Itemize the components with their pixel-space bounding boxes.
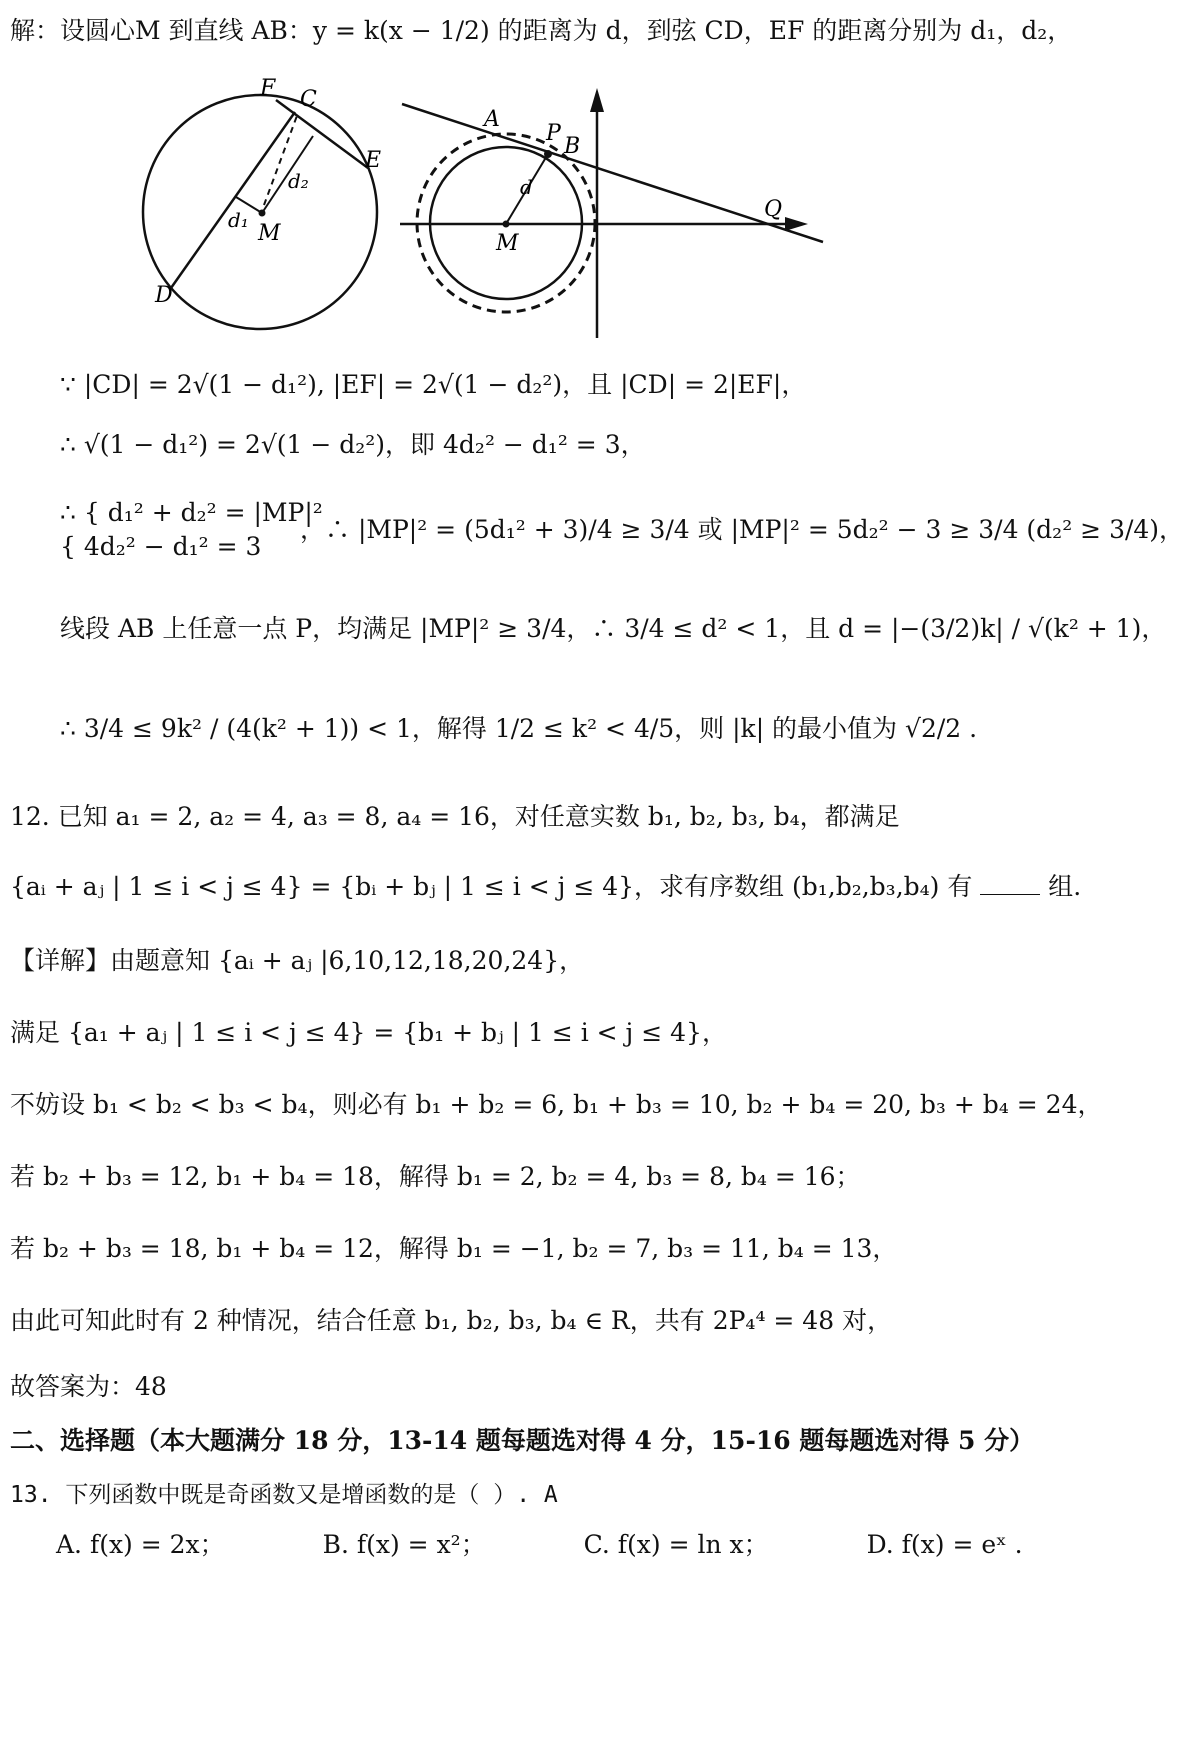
point-p bbox=[544, 150, 552, 158]
y-axis-arrow bbox=[590, 88, 604, 112]
q12-answer: 故答案为：48 bbox=[10, 1372, 167, 1401]
label-m-right: M bbox=[496, 231, 519, 256]
q12-line-2-end: 组. bbox=[1048, 872, 1082, 901]
label-d: D bbox=[155, 283, 173, 308]
section-heading: 二、选择题（本大题满分 18 分，13-14 题每题选对得 4 分，15-16 题每题选对得 5 分） bbox=[10, 1426, 1035, 1455]
sol-line-3-right: ，∴ |MP|² = (5d₁² + 3)/4 ≥ 3/4 或 |MP|² = 5d₂² − 3 ≥ 3/4 (d₂² ≥ 3/4)， bbox=[300, 515, 1184, 544]
label-d2: d₂ bbox=[288, 169, 309, 193]
line-ab bbox=[402, 104, 823, 242]
q12-step-1: 满足 {a₁ + aⱼ | 1 ≤ i < j ≤ 4} = {b₁ + bⱼ | 1 ≤ i < j ≤ 4}， bbox=[10, 1018, 727, 1047]
label-q: Q bbox=[764, 197, 783, 222]
x-axis-arrow bbox=[785, 217, 808, 231]
q12-step-4: 若 b₂ + b₃ = 18, b₁ + b₄ = 12，解得 b₁ = −1, b₂ = 7, b₃ = 11, b₄ = 13， bbox=[10, 1234, 898, 1263]
sol-line-1: ∵ |CD| = 2√(1 − d₁²), |EF| = 2√(1 − d₂²)，且 |CD| = 2|EF|， bbox=[60, 370, 807, 399]
sol-line-3-bottom: { 4d₂² − d₁² = 3 bbox=[60, 532, 262, 561]
q12-step-2: 不妨设 b₁ < b₂ < b₃ < b₄，则必有 b₁ + b₂ = 6, b₁ + b₃ = 10, b₂ + b₄ = 20, b₃ + b₄ = 24， bbox=[10, 1090, 1103, 1119]
answer-blank bbox=[980, 870, 1040, 895]
q13-options bbox=[56, 1528, 1023, 1562]
chord-ef bbox=[276, 100, 368, 168]
sol-line-2: ∴ √(1 − d₁²) = 2√(1 − d₂²)，即 4d₂² − d₁² = 3， bbox=[60, 430, 646, 459]
sol-line-4: 线段 AB 上任意一点 P，均满足 |MP|² ≥ 3/4，∴ 3/4 ≤ d² < 1，且 d = |−(3/2)k| / √(k² + 1)， bbox=[60, 614, 1167, 643]
label-c: C bbox=[300, 87, 317, 112]
q12-line-1: 12. 已知 a₁ = 2, a₂ = 4, a₃ = 8, a₄ = 16，对任意实数 b₁, b₂, b₃, b₄，都满足 bbox=[10, 802, 900, 831]
q12-step-3: 若 b₂ + b₃ = 12, b₁ + b₄ = 18，解得 b₁ = 2, b₂ = 4, b₃ = 8, b₄ = 16； bbox=[10, 1162, 861, 1191]
label-d: d bbox=[520, 175, 533, 199]
label-m-left: M bbox=[258, 221, 281, 246]
geometry-figure bbox=[140, 70, 840, 345]
option-d[interactable]: D. f(x) = eˣ . bbox=[866, 1530, 1023, 1559]
label-d1: d₁ bbox=[228, 208, 249, 232]
label-a: A bbox=[484, 107, 500, 132]
left-circle-figure bbox=[143, 76, 381, 329]
q12-line-2 bbox=[10, 870, 1081, 904]
center-m-right bbox=[503, 221, 510, 228]
q12-detail: 【详解】由题意知 {aᵢ + aⱼ |6,10,12,18,20,24}， bbox=[10, 946, 585, 975]
right-circle-figure bbox=[400, 88, 823, 338]
q13-stem: 13. 下列函数中既是奇函数又是增函数的是（ ）. A bbox=[10, 1482, 558, 1508]
label-p: P bbox=[546, 121, 561, 146]
option-a[interactable]: A. f(x) = 2x； bbox=[56, 1530, 225, 1559]
label-f: F bbox=[260, 76, 276, 101]
chord-cd bbox=[171, 112, 295, 288]
solution-intro: 解：设圆心M 到直线 AB：y = k(x − 1/2) 的距离为 d，到弦 CD，EF 的距离分别为 d₁，d₂， bbox=[10, 16, 1073, 45]
option-c[interactable]: C. f(x) = ln x； bbox=[583, 1530, 769, 1559]
label-b: B bbox=[564, 134, 581, 159]
sol-line-3-top: ∴ { d₁² + d₂² = |MP|² bbox=[60, 498, 323, 527]
label-e: E bbox=[365, 148, 382, 173]
q12-step-5: 由此可知此时有 2 种情况，结合任意 b₁, b₂, b₃, b₄ ∈ R，共有 2P₄⁴ = 48 对， bbox=[10, 1306, 893, 1335]
q12-line-2-text: {aᵢ + aⱼ | 1 ≤ i < j ≤ 4} = {bᵢ + bⱼ | 1 ≤ i < j ≤ 4}，求有序数组 (b₁,b₂,b₃,b₄) 有 bbox=[10, 872, 973, 901]
option-b[interactable]: B. f(x) = x²； bbox=[322, 1530, 486, 1559]
sol-line-5: ∴ 3/4 ≤ 9k² / (4(k² + 1)) < 1，解得 1/2 ≤ k² < 4/5，则 |k| 的最小值为 √2/2 . bbox=[60, 714, 978, 743]
center-m-left bbox=[259, 210, 266, 217]
